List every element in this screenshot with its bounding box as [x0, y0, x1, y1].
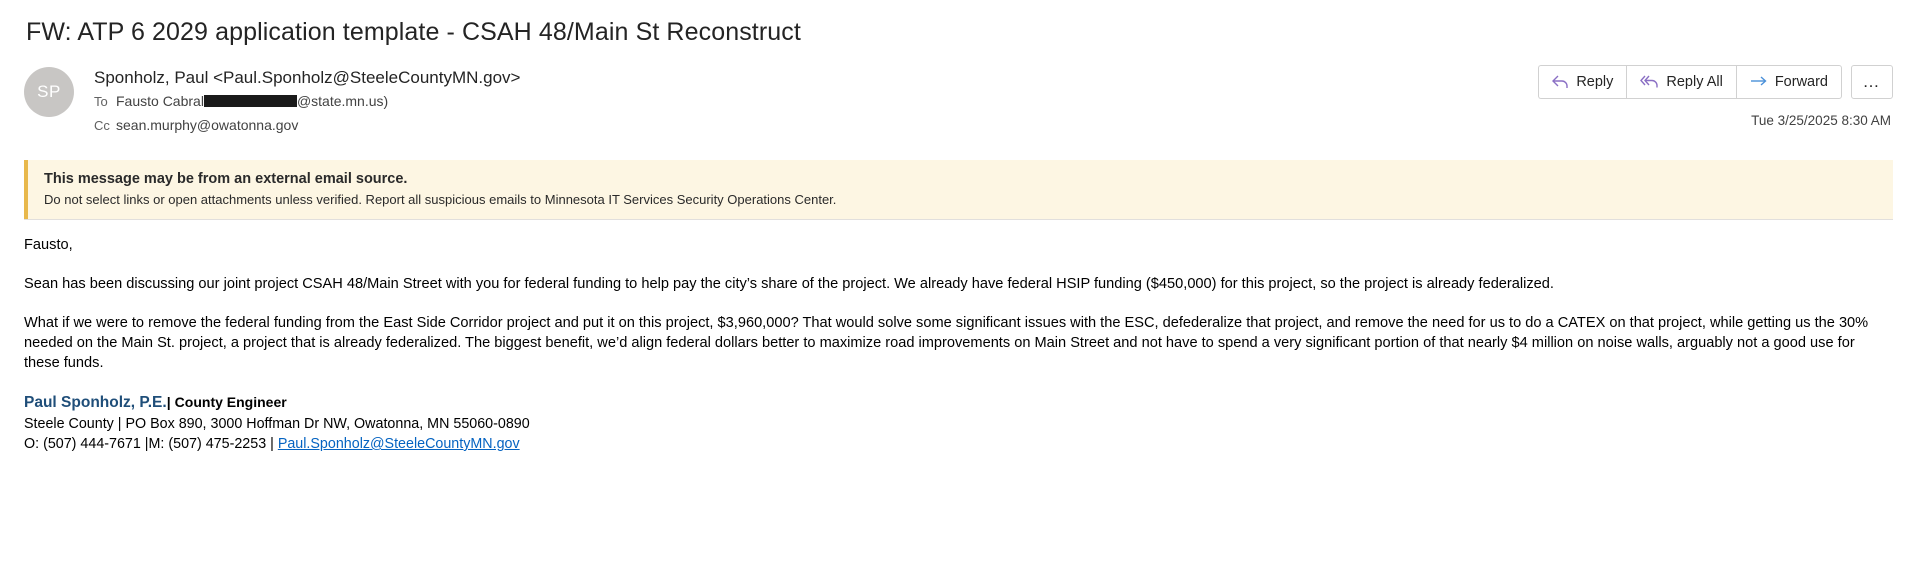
cc-label: Cc — [94, 118, 110, 133]
forward-label: Forward — [1774, 74, 1828, 90]
signature-org-line: Steele County | PO Box 890, 3000 Hoffman Dr NW, Owatonna, MN 55060-0890 — [24, 416, 530, 432]
reply-button[interactable] — [1538, 65, 1626, 99]
more-actions-button[interactable]: … — [1851, 65, 1893, 99]
to-label: To — [94, 94, 108, 109]
cc-recipient[interactable]: sean.murphy@owatonna.gov — [116, 117, 299, 133]
body-greeting: Fausto, — [24, 237, 73, 253]
signature-name: Paul Sponholz, P.E. — [24, 394, 167, 411]
to-line — [94, 91, 520, 112]
reply-all-label: Reply All — [1666, 74, 1723, 90]
email-signature — [24, 392, 1893, 454]
body-paragraph-2: What if we were to remove the federal funding from the East Side Corridor project and put it on this project, $3,960,000? That would solve some significant issues with the ESC, defederalize that project, and remove the need for us to do a CATEX on that project, while getting us the 30% needed on the Main St. project, a project that is already federalized. The biggest benefit, we’d align federal dollars better to maximize road improvements on Main Street and not have to spend a very significant portion of that nearly $4 million on noise walls, arguably not a good use for these funds. — [24, 315, 1869, 371]
message-timestamp: Tue 3/25/2025 8:30 AM — [1751, 113, 1891, 128]
sender-line[interactable]: Sponholz, Paul <Paul.Sponholz@SteeleCountyMN.gov> — [94, 68, 521, 87]
forward-icon — [1750, 75, 1768, 89]
external-sender-warning — [24, 160, 1893, 219]
reply-all-icon — [1640, 75, 1659, 89]
address-block — [94, 65, 520, 136]
signature-email-link[interactable]: Paul.Sponholz@SteeleCountyMN.gov — [277, 436, 520, 452]
to-recipient[interactable] — [116, 91, 388, 111]
signature-phone-line — [24, 434, 1893, 454]
cc-line — [94, 115, 520, 136]
warning-title: This message may be from an external email source. — [44, 171, 408, 187]
warning-text: Do not select links or open attachments unless verified. Report all suspicious emails to Minnesota IT Services Security Operations Center. — [44, 192, 837, 207]
signature-phones: O: (507) 444-7671 |M: (507) 475-2253 | — [24, 436, 274, 452]
reply-all-button[interactable] — [1626, 65, 1735, 99]
forward-button[interactable] — [1736, 65, 1842, 99]
avatar: SP — [24, 67, 74, 117]
to-recipient-domain: @state.mn.us) — [296, 93, 389, 109]
email-body — [24, 220, 1893, 454]
signature-name-line — [24, 392, 1893, 414]
signature-separator: | — [166, 394, 171, 410]
email-subject: FW: ATP 6 2029 application template - CSAH 48/Main St Reconstruct — [26, 18, 801, 46]
reply-label: Reply — [1576, 74, 1614, 90]
body-paragraph-1: Sean has been discussing our joint project CSAH 48/Main Street with you for federal funding to help pay the city’s share of the project. We already have federal HSIP funding ($450,000) for this project, so the project is already federalized. — [24, 276, 1554, 292]
message-actions-toolbar — [1538, 65, 1893, 99]
email-header — [24, 65, 1893, 136]
reply-icon — [1552, 75, 1569, 89]
signature-title: County Engineer — [174, 394, 287, 410]
redaction-bar — [204, 95, 297, 107]
to-recipient-name: Fausto Cabral — [116, 93, 204, 109]
